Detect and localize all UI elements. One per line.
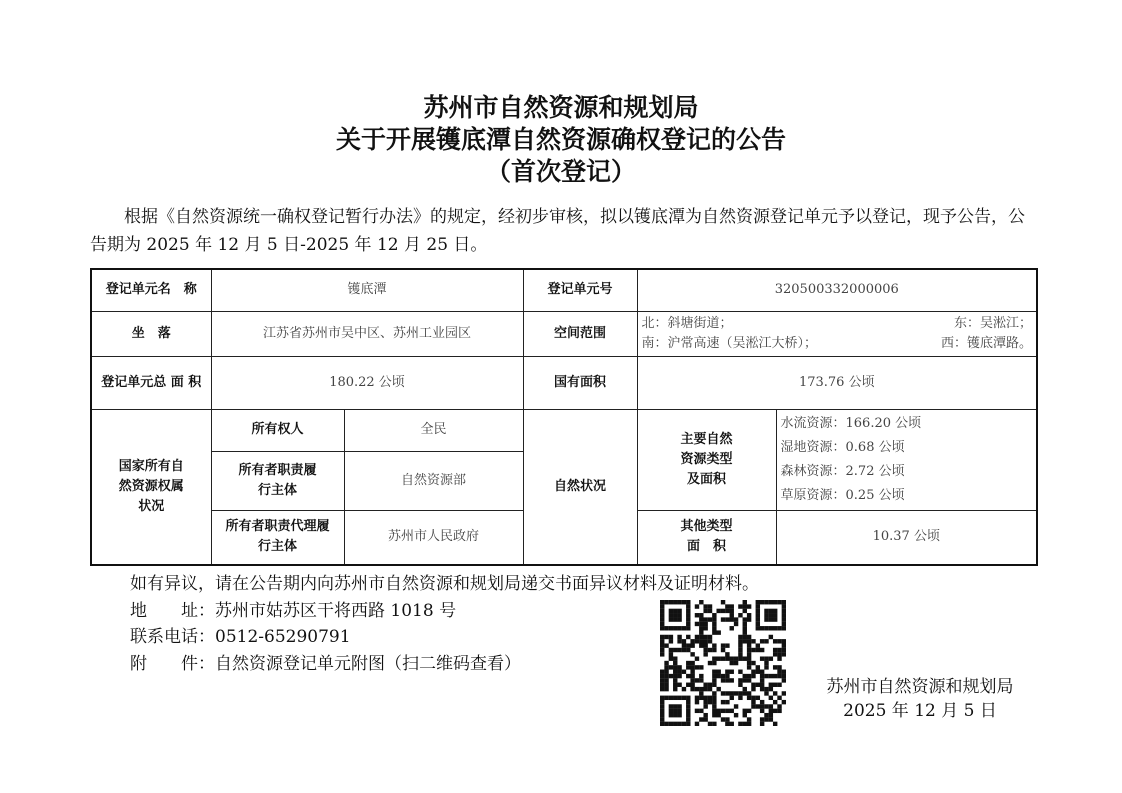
duty: 自然资源部 <box>344 452 523 510</box>
other-label: 其他类型面 积 <box>637 510 776 565</box>
duty-label: 所有者职责履行主体 <box>211 452 344 510</box>
title-line1: 苏州市自然资源和规划局 <box>423 93 699 122</box>
phone-text: 联系电话：0512-65290791 <box>130 627 351 647</box>
range-west: 西：镬底潭路。 <box>941 335 1033 351</box>
main-types-list <box>776 409 1037 510</box>
range-east: 东：吴淞江； <box>954 315 1033 331</box>
total-area-label: 登记单元总 面 积 <box>91 356 211 409</box>
other-area: 10.37 公顷 <box>776 510 1037 565</box>
state-area-label: 国有面积 <box>523 356 637 409</box>
address-text: 地 址：苏州市姑苏区干将西路 1018 号 <box>130 601 457 621</box>
agent: 苏州市人民政府 <box>344 510 523 565</box>
location-label: 坐 落 <box>91 311 211 356</box>
attachment-text: 附 件：自然资源登记单元附图（扫二维码查看） <box>130 654 521 674</box>
owner: 全民 <box>344 409 523 452</box>
title-line3: （首次登记） <box>485 157 636 186</box>
signature-org: 苏州市自然资源和规划局 <box>826 677 1014 697</box>
objection-text: 如有异议，请在公告期内向苏州市自然资源和规划局递交书面异议材料及证明材料。 <box>130 574 759 594</box>
natural-label: 自然状况 <box>523 409 637 565</box>
agent-label: 所有者职责代理履行主体 <box>211 510 344 565</box>
unit-name: 镬底潭 <box>211 269 523 311</box>
unit-no-label: 登记单元号 <box>523 269 637 311</box>
location: 江苏省苏州市吴中区、苏州工业园区 <box>211 311 523 356</box>
spatial-range <box>637 311 1037 356</box>
main-type: 草原资源：0.25 公顷 <box>780 487 905 503</box>
title-line2: 关于开展镬底潭自然资源确权登记的公告 <box>335 125 786 154</box>
range-label: 空间范围 <box>523 311 637 356</box>
main-type: 水流资源：166.20 公顷 <box>780 415 922 431</box>
main-type: 湿地资源：0.68 公顷 <box>780 439 905 455</box>
ownership-label: 国家所有自然资源权属状况 <box>91 409 211 565</box>
registration-table <box>90 268 1038 566</box>
state-area: 173.76 公顷 <box>637 356 1037 409</box>
unit-name-label: 登记单元名 称 <box>91 269 211 311</box>
range-south: 南：沪常高速（吴淞江大桥）； <box>641 335 818 351</box>
intro-paragraph: 根据《自然资源统一确权登记暂行办法》的规定，经初步审核，拟以镬底潭为自然资源登记单元予以登记，现予公告，公告期为 2025 年 12 月 5 日-2025 年 12 月 25 日。 <box>90 207 1025 255</box>
qr-code-icon[interactable] <box>660 600 786 726</box>
owner-label: 所有权人 <box>211 409 344 452</box>
main-type: 森林资源：2.72 公顷 <box>780 463 905 479</box>
unit-no: 320500332000006 <box>637 269 1037 311</box>
total-area: 180.22 公顷 <box>211 356 523 409</box>
main-types-label: 主要自然资源类型及面积 <box>637 409 776 510</box>
range-north: 北：斜塘街道； <box>641 315 733 331</box>
signature-date: 2025 年 12 月 5 日 <box>843 701 997 721</box>
